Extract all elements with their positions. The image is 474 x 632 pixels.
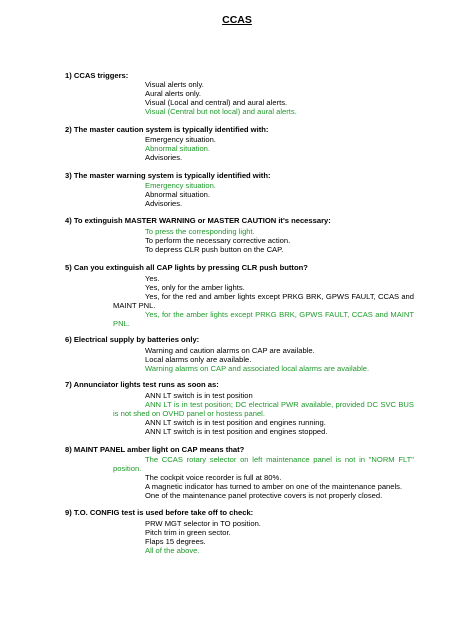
q2-answer-c: Advisories. (145, 153, 183, 162)
q1-answer-a: Visual alerts only. (145, 80, 204, 89)
q2-answer-b-correct: Abnormal situation. (145, 144, 211, 153)
q8-answer-c: A magnetic indicator has turned to amber on one of the maintenance panels. (145, 482, 403, 491)
q2-answer-a: Emergency situation. (145, 135, 216, 144)
q8-answer-d: One of the maintenance panel protective covers is not properly closed. (145, 491, 383, 500)
question-1: 1) CCAS triggers: (65, 71, 129, 80)
q8-answer-b: The cockpit voice recorder is full at 80%. (145, 473, 282, 482)
q4-answer-c: To depress CLR push button on the CAP. (145, 245, 284, 254)
page-title: CCAS (222, 14, 252, 26)
question-2: 2) The master caution system is typically identified with: (65, 125, 269, 134)
question-9: 9) T.O. CONFIG test is used before take off to check: (65, 508, 254, 517)
q9-answer-b: Pitch trim in green sector. (145, 528, 231, 537)
q3-answer-c: Advisories. (145, 199, 183, 208)
q9-answer-d-correct: All of the above. (145, 546, 200, 555)
q7-answer-c: ANN LT switch is in test position and engines running. (145, 418, 326, 427)
q7-answer-d: ANN LT switch is in test position and engines stopped. (145, 427, 328, 436)
q4-answer-b: To perform the necessary corrective action. (145, 236, 291, 245)
q6-answer-b: Local alarms only are available. (145, 355, 252, 364)
question-6: 6) Electrical supply by batteries only: (65, 335, 200, 344)
q1-answer-d-correct: Visual (Central but not local) and aural alerts. (145, 107, 297, 116)
q5-answer-b: Yes, only for the amber lights. (145, 283, 245, 292)
question-7: 7) Annunciator lights test runs as soon as: (65, 380, 219, 389)
question-3: 3) The master warning system is typically identified with: (65, 171, 271, 180)
question-5: 5) Can you extinguish all CAP lights by pressing CLR push button? (65, 263, 308, 272)
q1-answer-b: Aural alerts only. (145, 89, 201, 98)
q9-answer-c: Flaps 15 degrees. (145, 537, 206, 546)
q9-answer-a: PRW MGT selector in TO position. (145, 519, 261, 528)
q7-answer-b-correct: ANN LT is in test position; DC electrical PWR available, provided DC SVC BUS is not shed on OVHD panel or hostess panel. (113, 400, 414, 418)
q5-answer-a: Yes. (145, 274, 160, 283)
q5-answer-d-correct: Yes, for the amber lights except PRKG BRK, GPWS FAULT, CCAS and MAINT PNL. (113, 310, 414, 328)
question-4: 4) To extinguish MASTER WARNING or MASTER CAUTION it's necessary: (65, 216, 331, 225)
question-8: 8) MAINT PANEL amber light on CAP means that? (65, 445, 245, 454)
q1-answer-c: Visual (Local and central) and aural alerts. (145, 98, 288, 107)
q7-answer-a: ANN LT switch is in test position (145, 391, 253, 400)
q8-answer-a-correct: The CCAS rotary selector on left maintenance panel is not in "NORM FLT" position. (113, 455, 414, 473)
q4-answer-a-correct: To press the corresponding light. (145, 227, 255, 236)
q6-answer-a: Warning and caution alarms on CAP are available. (145, 346, 315, 355)
q3-answer-a-correct: Emergency situation. (145, 181, 216, 190)
q3-answer-b: Abnormal situation. (145, 190, 211, 199)
q5-answer-c: Yes, for the red and amber lights except PRKG BRK, GPWS FAULT, CCAS and MAINT PNL. (113, 292, 414, 310)
q6-answer-c-correct: Warning alarms on CAP and associated local alarms are available. (145, 364, 370, 373)
